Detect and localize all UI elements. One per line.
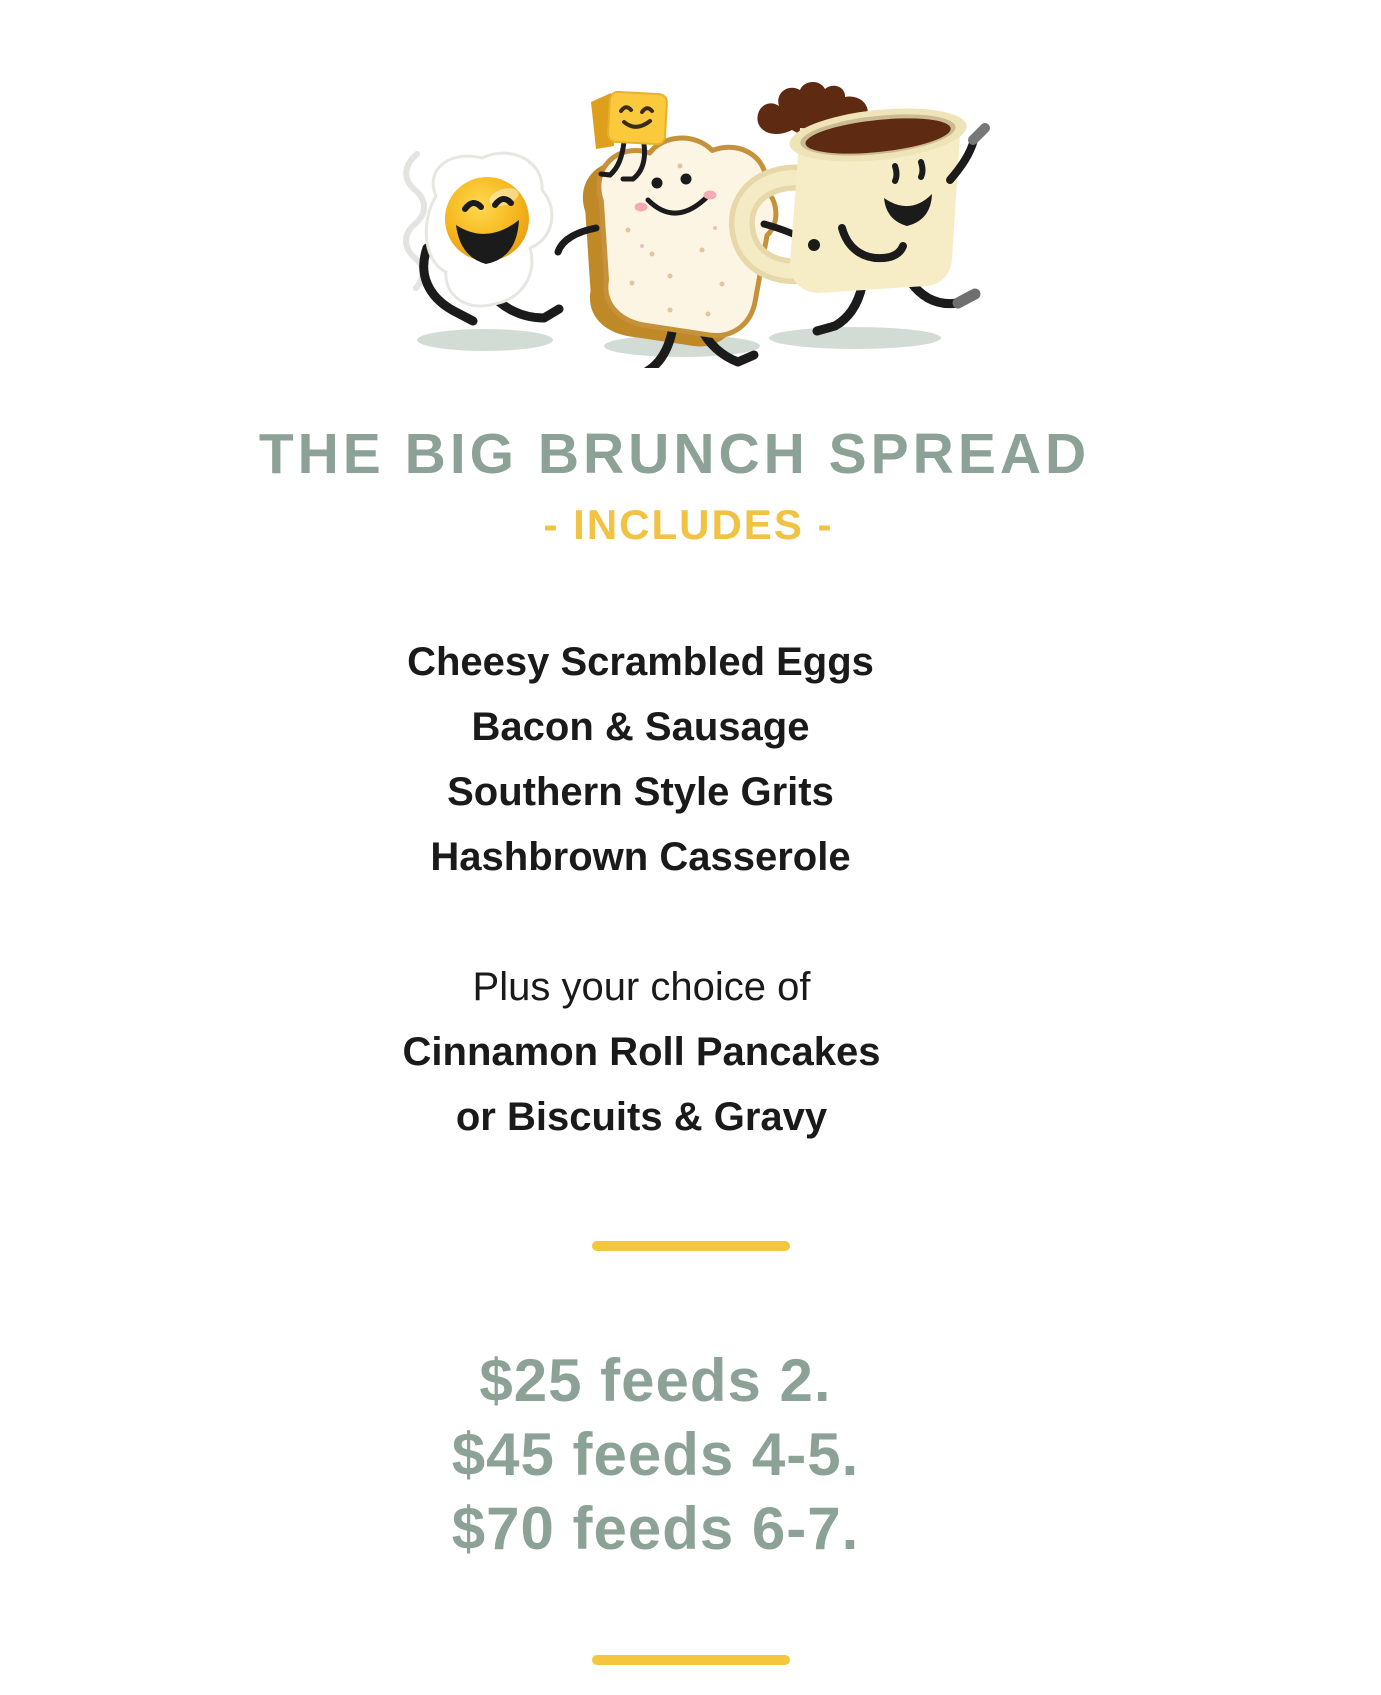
menu-item: Bacon & Sausage bbox=[471, 705, 810, 749]
menu-item: Hashbrown Casserole bbox=[430, 835, 851, 879]
menu-item: Southern Style Grits bbox=[447, 770, 834, 814]
fried-egg-character bbox=[406, 153, 559, 321]
brunch-characters-illustration bbox=[370, 78, 990, 368]
includes-label: - INCLUDES - bbox=[543, 501, 834, 548]
choice-option: Cinnamon Roll Pancakes bbox=[402, 1030, 881, 1074]
page-title: THE BIG BRUNCH SPREAD bbox=[258, 422, 1091, 486]
menu-item: Cheesy Scrambled Eggs bbox=[407, 640, 874, 684]
choice-option: or Biscuits & Gravy bbox=[455, 1095, 828, 1139]
price-line: $45 feeds 4-5. bbox=[451, 1421, 860, 1488]
price-line: $70 feeds 6-7. bbox=[451, 1495, 860, 1562]
coffee-mug-character bbox=[742, 82, 985, 331]
divider-line bbox=[592, 1241, 790, 1251]
pricing-section bbox=[0, 1344, 1346, 1566]
choice-intro: Plus your choice of bbox=[472, 965, 811, 1009]
included-items-list bbox=[0, 630, 1331, 890]
divider-line bbox=[592, 1655, 790, 1665]
choice-section bbox=[0, 955, 1332, 1150]
price-line: $25 feeds 2. bbox=[479, 1347, 832, 1414]
